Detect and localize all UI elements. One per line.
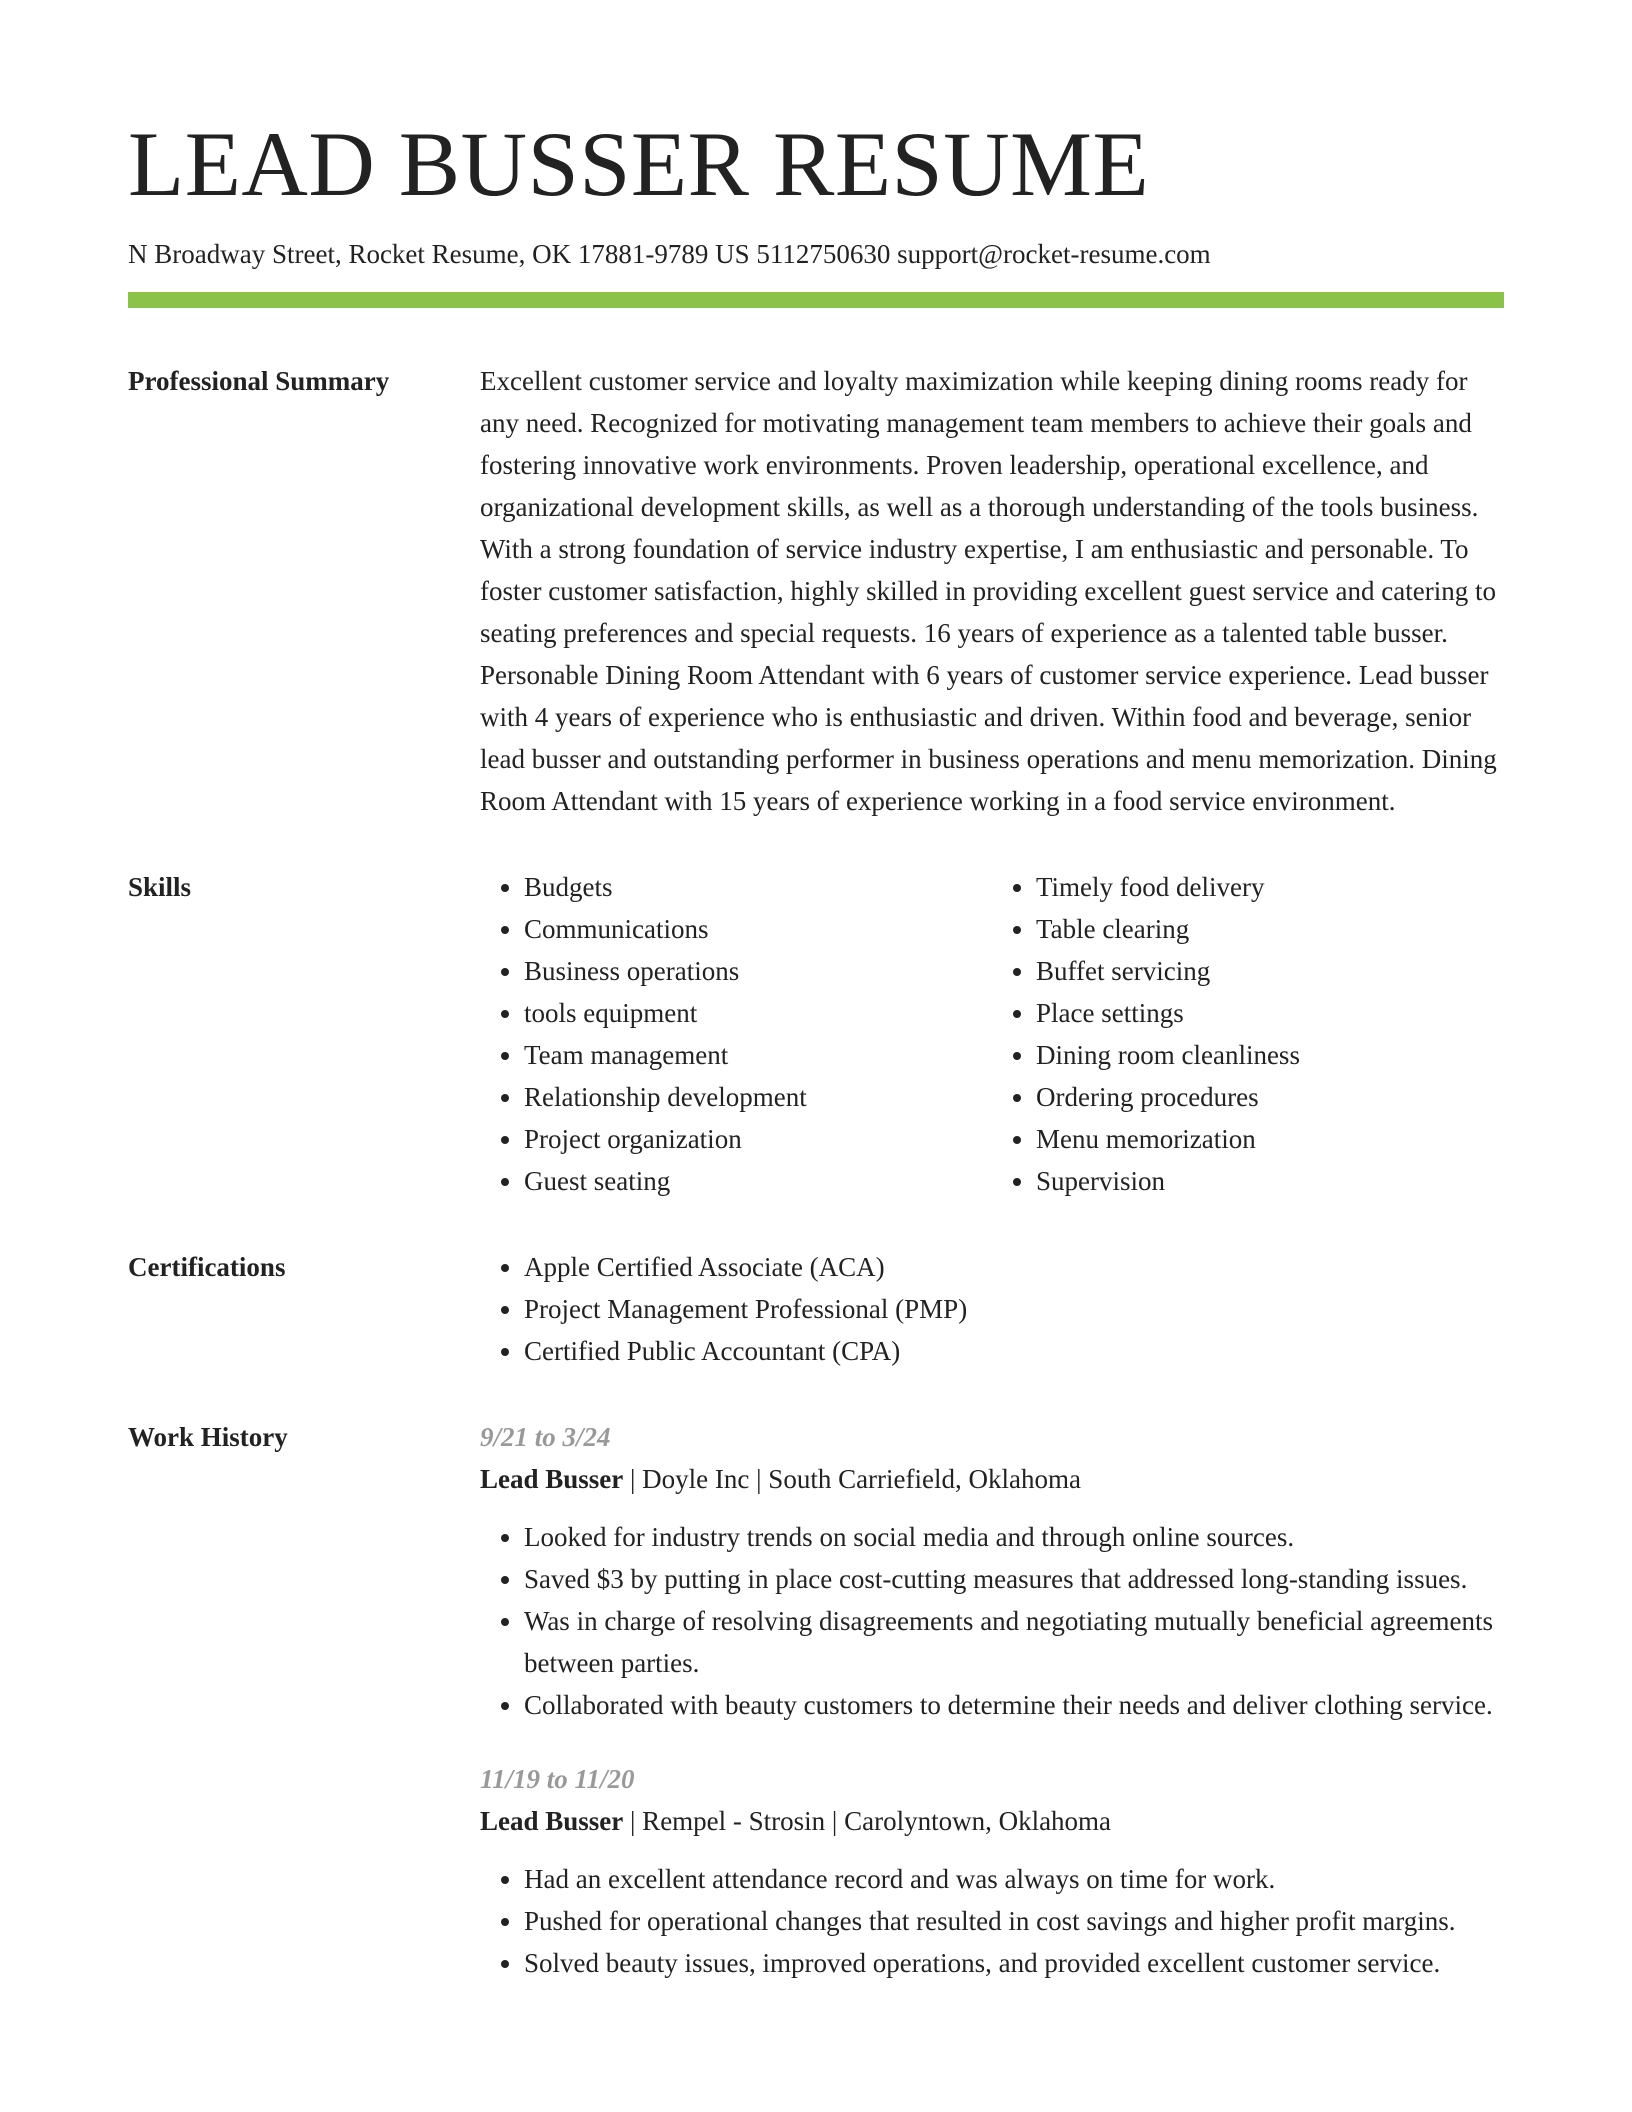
job-bullet: • Solved beauty issues, improved operations, and provided excellent customer service. xyxy=(524,1942,1504,1984)
section-label-summary: Professional Summary xyxy=(128,366,390,397)
skill-item: • Relationship development xyxy=(524,1076,992,1118)
certification-item: • Certified Public Accountant (CPA) xyxy=(524,1330,1504,1372)
skill-item: • Budgets xyxy=(524,866,992,908)
work-history-section xyxy=(128,1416,1504,1984)
summary-content xyxy=(480,360,1504,822)
section-label-work-history: Work History xyxy=(128,1422,288,1453)
skills-content xyxy=(480,866,1504,1202)
job-bullet: • Collaborated with beauty customers to determine their needs and deliver clothing service. xyxy=(524,1684,1504,1726)
job-entry xyxy=(480,1758,1504,1984)
job-bullets xyxy=(480,1516,1504,1726)
skills-section xyxy=(128,866,1504,1202)
certifications-section xyxy=(128,1246,1504,1372)
skill-item: • Dining room cleanliness xyxy=(1036,1034,1504,1076)
job-bullet: • Looked for industry trends on social media and through online sources. xyxy=(524,1516,1504,1558)
job-details: | Doyle Inc | South Carriefield, Oklahoma xyxy=(623,1464,1081,1495)
job-bullet: • Was in charge of resolving disagreements and negotiating mutually beneficial agreements between parties. xyxy=(524,1600,1504,1684)
job-details: | Rempel - Strosin | Carolyntown, Oklahoma xyxy=(623,1806,1112,1837)
summary-section xyxy=(128,360,1504,822)
skill-item: • Business operations xyxy=(524,950,992,992)
job-bullets xyxy=(480,1858,1504,1984)
summary-text: Excellent customer service and loyalty maximization while keeping dining rooms ready for any need. Recognized for motivating management team members to achieve their goals and fostering innovative work environments. Proven leadership, operational excellence, and organizational development skills, as well as a thorough understanding of the tools business. With a strong foundation of service industry expertise, I am enthusiastic and personable. To foster customer satisfaction, highly skilled in providing excellent guest service and catering to seating preferences and special requests. 16 years of experience as a talented table busser. Personable Dining Room Attendant with 6 years of customer service experience. Lead busser with 4 years of experience who is enthusiastic and driven. Within food and beverage, senior lead busser and outstanding performer in business operations and menu memorization. Dining Room Attendant with 15 years of experience working in a food service environment. xyxy=(480,366,1497,817)
skill-item: • Ordering procedures xyxy=(1036,1076,1504,1118)
job-bullet: • Saved $3 by putting in place cost-cutting measures that addressed long-standing issues. xyxy=(524,1558,1504,1600)
resume-title: LEAD BUSSER RESUME xyxy=(128,113,1150,215)
job-entry xyxy=(480,1416,1504,1726)
certification-item: • Apple Certified Associate (ACA) xyxy=(524,1246,1504,1288)
section-label-skills: Skills xyxy=(128,872,192,903)
skills-list-right xyxy=(992,866,1504,1202)
skill-item: • Buffet servicing xyxy=(1036,950,1504,992)
skill-item: • Project organization xyxy=(524,1118,992,1160)
certifications-list xyxy=(480,1246,1504,1372)
skill-item: • tools equipment xyxy=(524,992,992,1034)
job-title: Lead Busser xyxy=(480,1464,624,1495)
job-bullet: • Had an excellent attendance record and was always on time for work. xyxy=(524,1858,1504,1900)
contact-line: N Broadway Street, Rocket Resume, OK 17881-9789 US 5112750630 support@rocket-resume.com xyxy=(128,239,1211,269)
skill-item: • Table clearing xyxy=(1036,908,1504,950)
job-heading xyxy=(480,1458,1504,1500)
skill-item: • Guest seating xyxy=(524,1160,992,1202)
skill-item: • Menu memorization xyxy=(1036,1118,1504,1160)
accent-divider xyxy=(128,292,1504,308)
skill-item: • Place settings xyxy=(1036,992,1504,1034)
job-dates: 11/19 to 11/20 xyxy=(480,1764,635,1795)
job-bullet: • Pushed for operational changes that resulted in cost savings and higher profit margins. xyxy=(524,1900,1504,1942)
skill-item: • Supervision xyxy=(1036,1160,1504,1202)
job-title: Lead Busser xyxy=(480,1806,624,1837)
skill-item: • Team management xyxy=(524,1034,992,1076)
work-history-content xyxy=(480,1416,1504,1984)
job-dates: 9/21 to 3/24 xyxy=(480,1422,611,1453)
skills-list-left xyxy=(480,866,992,1202)
certification-item: • Project Management Professional (PMP) xyxy=(524,1288,1504,1330)
skill-item: • Timely food delivery xyxy=(1036,866,1504,908)
certifications-content xyxy=(480,1246,1504,1372)
section-label-certifications: Certifications xyxy=(128,1252,286,1283)
skill-item: • Communications xyxy=(524,908,992,950)
job-heading xyxy=(480,1800,1504,1842)
